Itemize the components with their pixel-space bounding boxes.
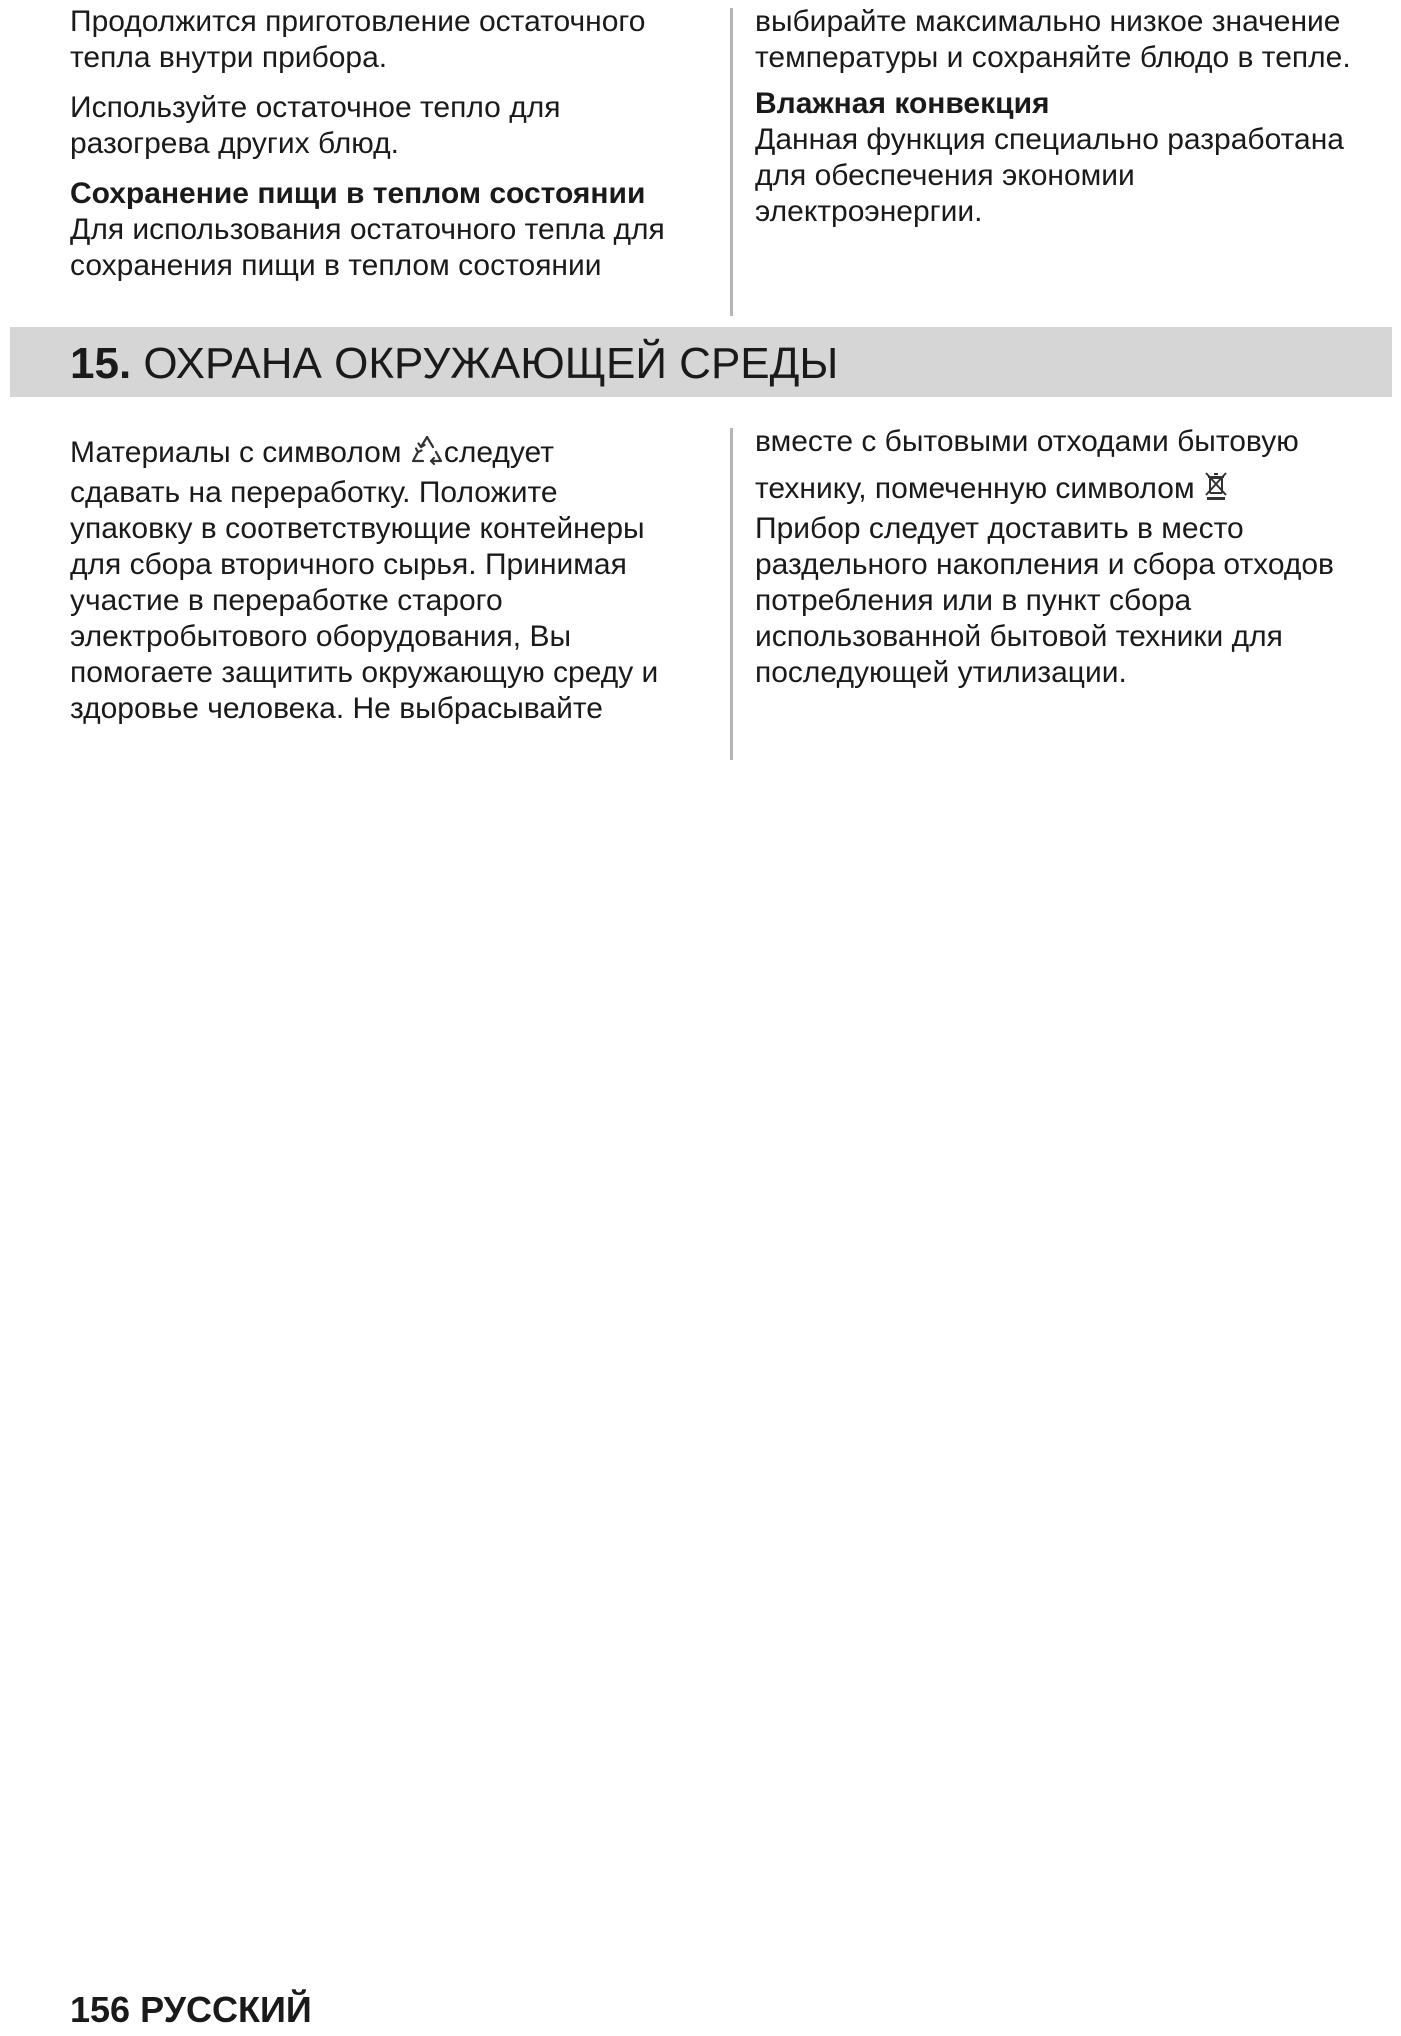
- page-number: 156: [70, 1989, 131, 2030]
- top-left-column: [70, 4, 706, 284]
- section-title: [70, 339, 838, 389]
- disposal-text-start: технику, помеченную символом: [755, 472, 1203, 505]
- residual-heat-paragraph: Продолжится приготовление остаточного тепла внутри прибора.: [70, 5, 646, 74]
- disposal-line-2: [755, 470, 1391, 511]
- disposal-paragraph-rest: Прибор следует доставить в место раздельного накопления и сбора отходов потребления или в пункт сбора использованной бытовой техники для последующей утилизации.: [755, 512, 1334, 689]
- recycle-icon: [410, 434, 444, 475]
- moist-convection-paragraph: Данная функция специально разработана для обеспечения экономии электроэнергии.: [755, 123, 1344, 228]
- section-number: 15.: [70, 339, 132, 388]
- recycling-paragraph-rest: сдавать на переработку. Положите упаковку в соответствующие контейнеры для сбора вторичного сырья. Принимая участие в переработке старого электробытового оборудования, Вы помогаете защитить окружающую среду и здоровье человека. Не выбрасывайте: [70, 476, 659, 725]
- top-right-column: [755, 4, 1391, 230]
- disposal-line-1: вместе с бытовыми отходами бытовую: [755, 425, 1299, 458]
- column-divider-top: [730, 8, 733, 316]
- bottom-right-column: [755, 424, 1391, 691]
- bottom-left-column: [70, 434, 706, 727]
- keep-warm-paragraph: Для использования остаточного тепла для сохранения пищи в теплом состоянии: [70, 213, 665, 282]
- keep-warm-heading: Сохранение пищи в теплом состоянии: [70, 177, 646, 210]
- footer-language: РУССКИЙ: [140, 1989, 312, 2030]
- crossed-out-bin-icon: [1203, 470, 1229, 511]
- recycling-paragraph: [70, 434, 706, 475]
- recycling-text-start: Материалы с символом: [70, 436, 410, 469]
- keep-warm-continued-paragraph: выбирайте максимально низкое значение температуры и сохраняйте блюдо в тепле.: [755, 5, 1351, 74]
- section-title-text: ОХРАНА ОКРУЖАЮЩЕЙ СРЕДЫ: [143, 339, 839, 388]
- recycling-text-end: следует: [443, 436, 554, 469]
- column-divider-bottom: [730, 428, 733, 760]
- moist-convection-heading: Влажная конвекция: [755, 87, 1050, 120]
- reheat-paragraph: Используйте остаточное тепло для разогрева других блюд.: [70, 91, 561, 160]
- section-header-bar: [10, 327, 1392, 397]
- page-footer: [70, 1990, 312, 2030]
